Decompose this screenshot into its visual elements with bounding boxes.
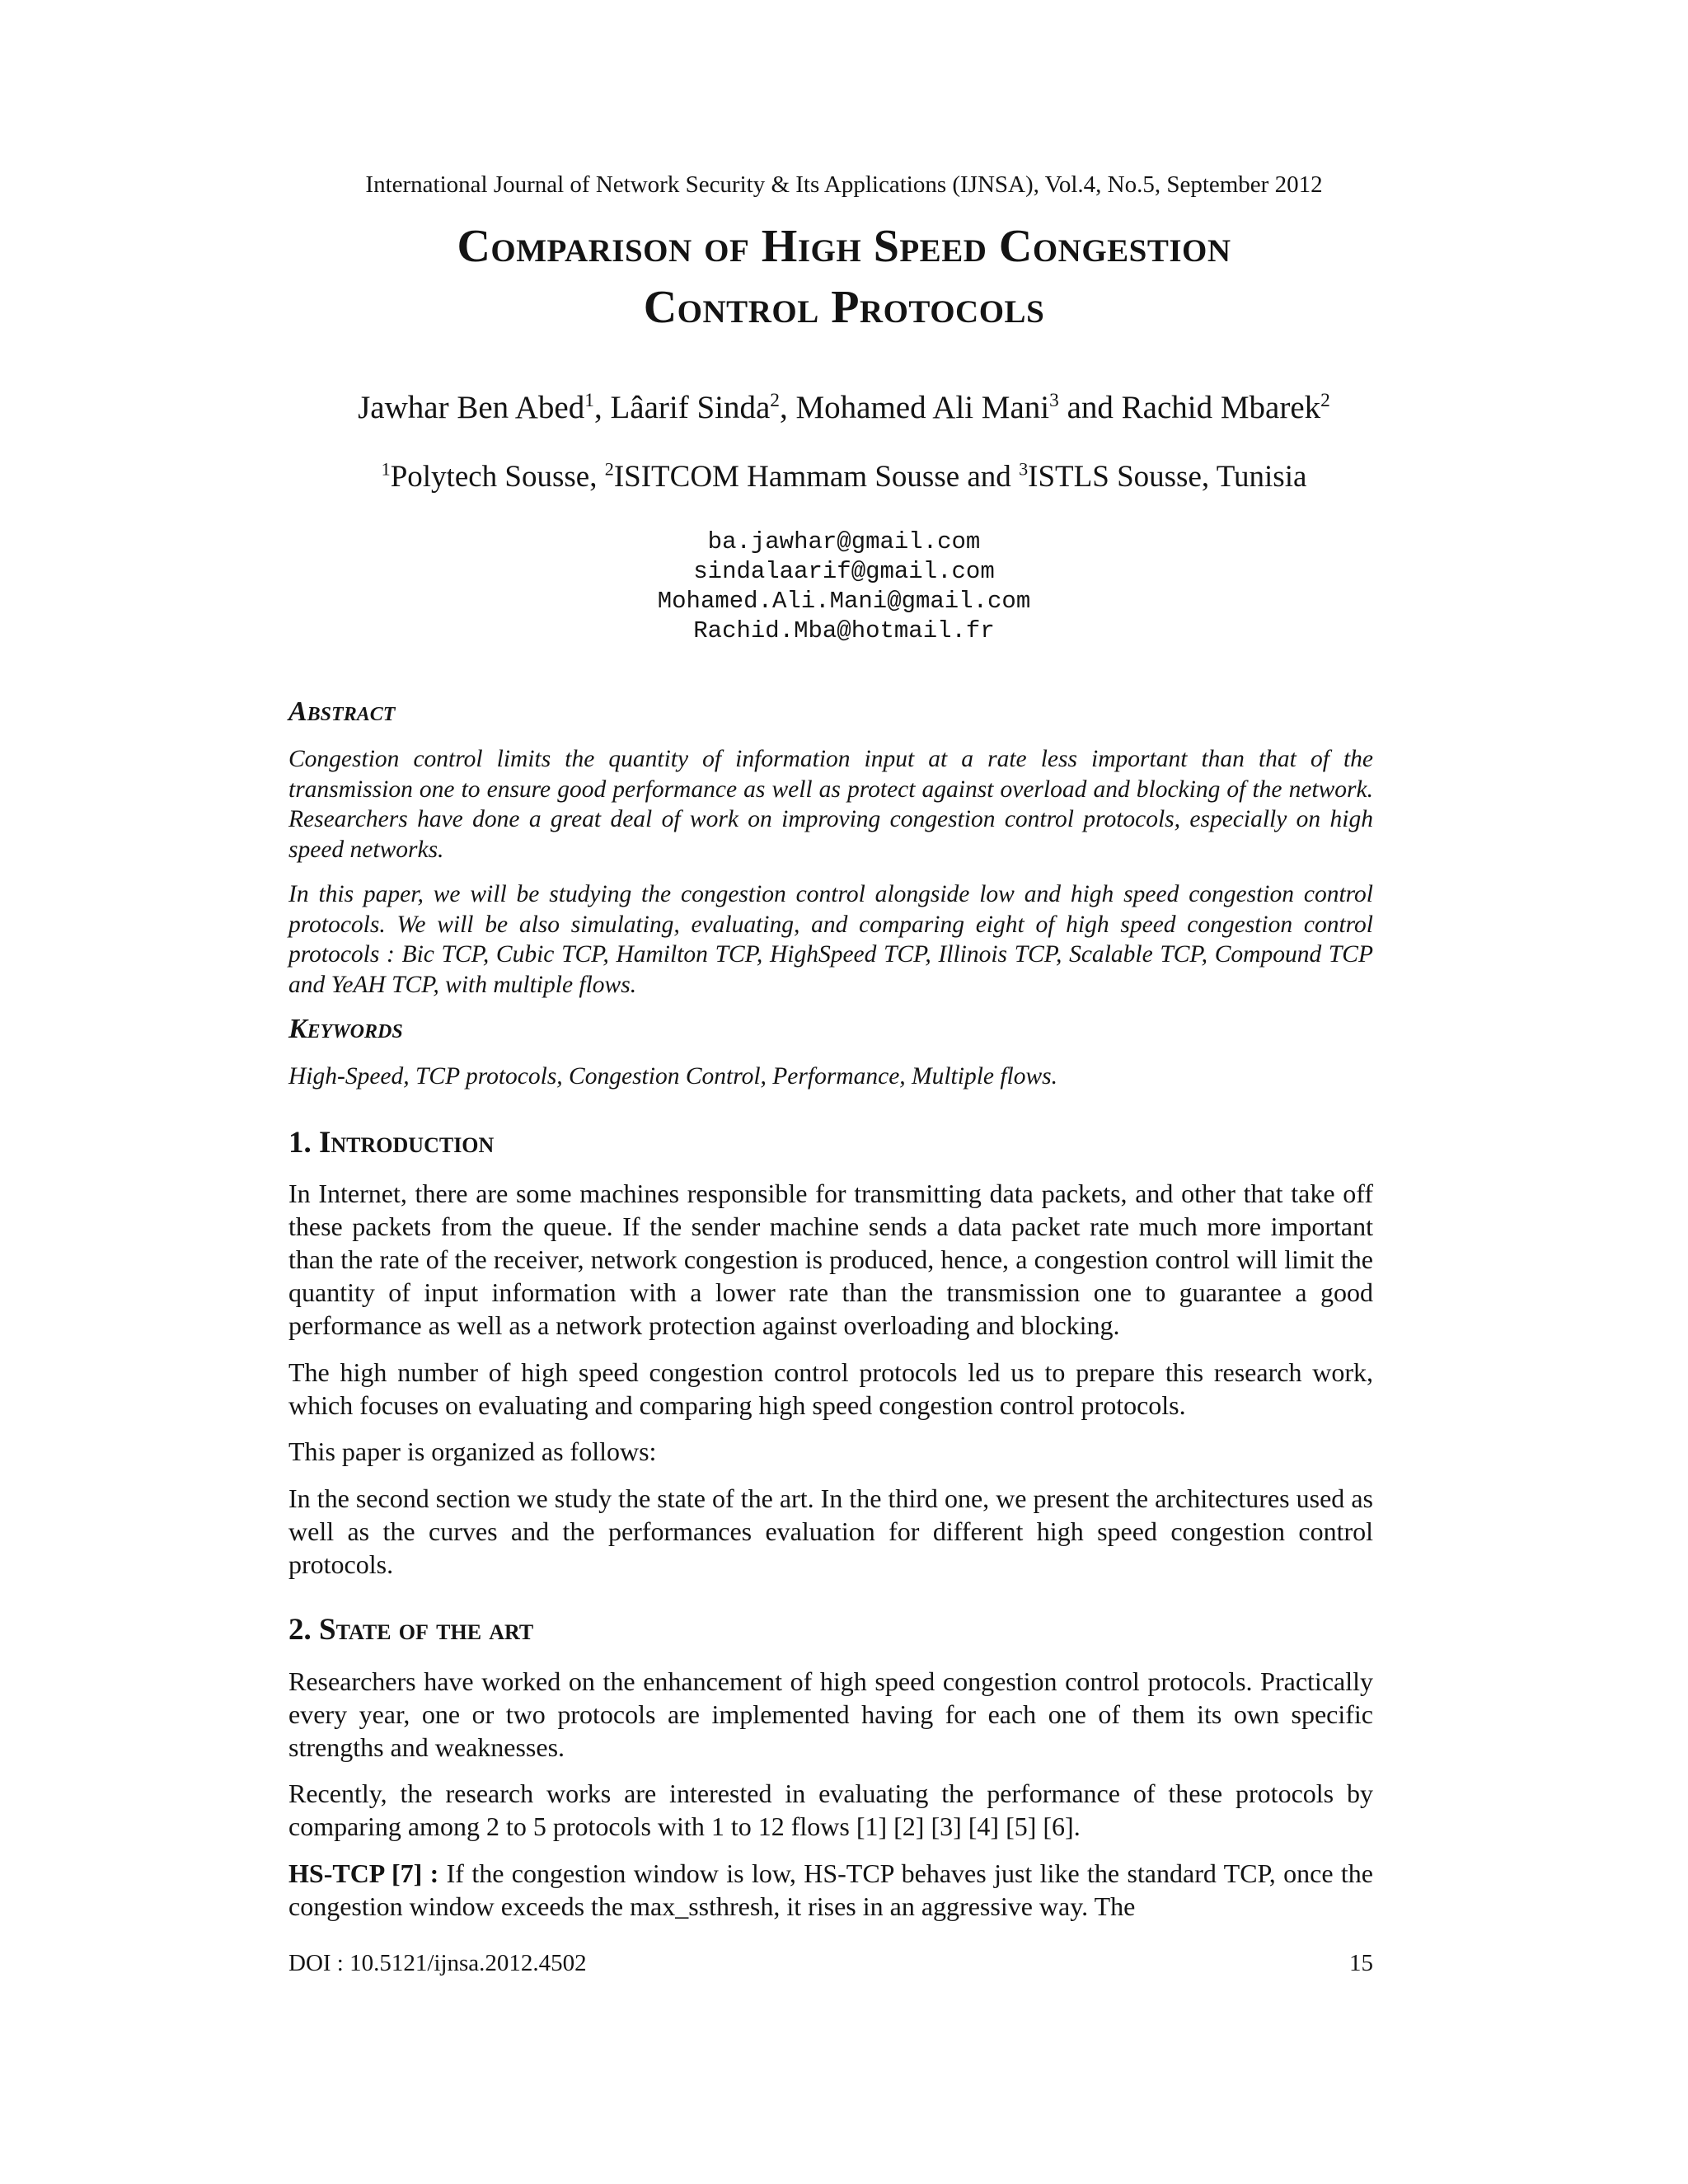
body-paragraph [288,1857,1373,1923]
running-header: International Journal of Network Security & Its Applications (IJNSA), Vol.4, No.5, September 2012 [365,171,1323,198]
author-name: Jawhar Ben Abed [358,390,585,425]
section-heading: 2. State of the art [288,1613,534,1647]
section-2-heading-block [288,1611,1373,1649]
title-line-2: Control Protocols [643,282,1045,333]
author-affil-mark: 1 [584,390,594,411]
keywords-block [288,1062,1373,1092]
page-number: 15 [1349,1950,1373,1976]
author-affil-mark: 3 [1049,390,1059,411]
affil-mark: 2 [604,458,614,480]
section-1-p4-block [288,1482,1373,1581]
abstract-heading: Abstract [288,696,396,727]
affil-mark: 1 [381,458,391,480]
body-paragraph: In the second section we study the state of the art. In the third one, we present the architectures used as well as the curves and the performances evaluation for different high speed congestion control protocols. [288,1483,1373,1579]
section-2-p3-block [288,1857,1373,1923]
body-paragraph: Recently, the research works are interested in evaluating the performance of these protocols by comparing among 2 to 5 protocols with 1 to 12 flows [1] [2] [3] [4] [5] [6]. [288,1779,1373,1841]
author-name: Lâarif Sinda [610,390,771,425]
author-name: Rachid Mbarek [1121,390,1321,425]
author-name: Mohamed Ali Mani [795,390,1050,425]
author-affil-mark: 2 [770,390,780,411]
affiliation: Polytech Sousse, [390,460,605,494]
section-1-p3-block [288,1435,1373,1468]
body-paragraph: The high number of high speed congestion control protocols led us to prepare this research work, which focuses on evaluating and comparing high speed congestion control protocols. [288,1357,1373,1420]
body-paragraph: Researchers have worked on the enhancement of high speed congestion control protocols. Practically every year, one or two protocols are implemented having for each one of them its own specific strengths and weaknesses. [288,1666,1373,1762]
doi-label: DOI : 10.5121/ijnsa.2012.4502 [288,1950,587,1976]
section-1-p1-block [288,1177,1373,1342]
abstract-block-2 [288,879,1373,1000]
email-list [0,527,1688,646]
protocol-label: HS-TCP [7] : [288,1858,439,1888]
author-list [0,387,1688,429]
affiliation-list [0,457,1688,498]
body-paragraph: In Internet, there are some machines responsible for transmitting data packets, and other that take off these packets from the queue. If the sender machine sends a data packet rate much more important than the rate of the receiver, network congestion is produced, hence, a congestion control will limit the quantity of input information with a lower rate than the transmission one to guarantee a good performance as well as a network protection against overloading and blocking. [288,1179,1373,1340]
author-separator: and [1058,390,1122,425]
paper-title [0,216,1688,338]
email-address: ba.jawhar@gmail.com [707,528,981,555]
section-1-p2-block [288,1356,1373,1422]
section-2-p2-block [288,1777,1373,1843]
keywords-heading: Keywords [288,1014,403,1044]
abstract-block [288,744,1373,865]
keywords-heading-block [288,1011,1373,1047]
author-separator: , [779,390,796,425]
abstract-heading-block [288,694,1373,730]
keywords-text: High-Speed, TCP protocols, Congestion Control, Performance, Multiple flows. [288,1063,1058,1090]
affiliation: ISTLS Sousse, Tunisia [1028,460,1307,494]
section-heading: 1. Introduction [288,1126,495,1160]
abstract-paragraph-1: Congestion control limits the quantity of information input at a rate less important than that of the transmission one to ensure good performance as well as protect against overload and blocking of the network. Researchers have done a great deal of work on improving congestion control protocols, especially on high speed networks. [288,746,1373,863]
author-affil-mark: 2 [1320,390,1330,411]
paragraph-text: If the congestion window is low, HS-TCP behaves just like the standard TCP, once the congestion window exceeds the max_ssthresh, it rises in an aggressive way. The [288,1858,1374,1921]
abstract-paragraph-2: In this paper, we will be studying the congestion control alongside low and high speed congestion control protocols. We will be also simulating, evaluating, and comparing eight of high speed congestion control protocols : Bic TCP, Cubic TCP, Hamilton TCP, HighSpeed TCP, Illinois TCP, Scalable TCP, Compound TCP and YeAH TCP, with multiple flows. [288,881,1373,998]
title-line-1: Comparison of High Speed Congestion [457,221,1231,272]
email-address: Mohamed.Ali.Mani@gmail.com [657,588,1031,615]
author-separator: , [593,390,611,425]
affil-mark: 3 [1019,458,1029,480]
email-address: Rachid.Mba@hotmail.fr [693,617,995,644]
email-address: sindalaarif@gmail.com [693,558,995,585]
affiliation: ISITCOM Hammam Sousse and [613,460,1020,494]
section-1-heading-block [288,1124,1373,1162]
section-2-p1-block [288,1665,1373,1764]
body-paragraph: This paper is organized as follows: [288,1436,657,1466]
